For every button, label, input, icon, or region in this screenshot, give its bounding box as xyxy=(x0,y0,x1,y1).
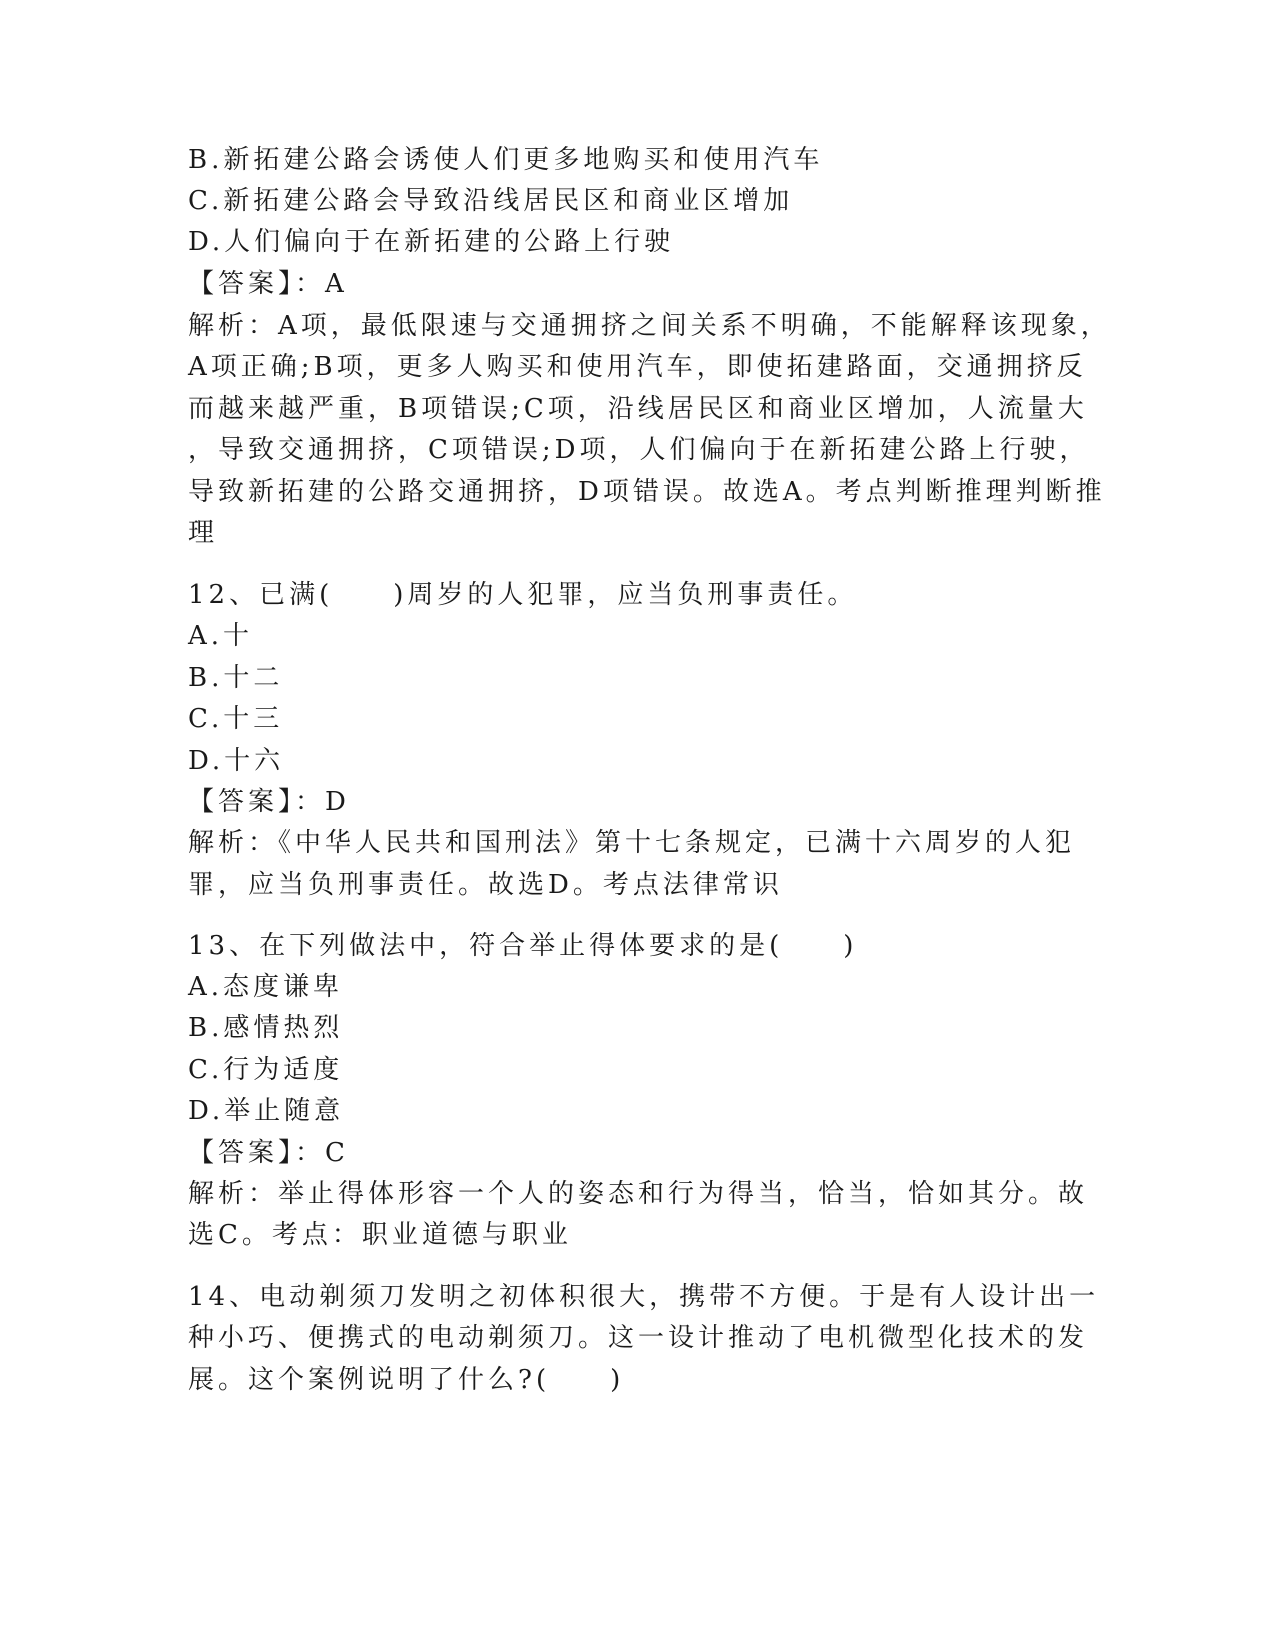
q12-option-b: B.十二 xyxy=(188,663,284,693)
q12-answer: 【答案】：D xyxy=(188,787,350,817)
q11-option-b: B.新拓建公路会诱使人们更多地购买和使用汽车 xyxy=(188,145,824,175)
q13-analysis-line: 解析：举止得体形容一个人的姿态和行为得当，恰当，恰如其分。故 xyxy=(188,1179,1089,1209)
q13-option-d: D.举止随意 xyxy=(188,1096,345,1126)
q14-question-line: 种小巧、便携式的电动剃须刀。这一设计推动了电机微型化技术的发 xyxy=(188,1323,1089,1353)
q12-option-c: C.十三 xyxy=(188,704,284,734)
q13-option-b: B.感情热烈 xyxy=(188,1013,344,1043)
q11-analysis-line: A项正确;B项，更多人购买和使用汽车，即使拓建路面，交通拥挤反 xyxy=(188,352,1087,382)
q13-question: 13、在下列做法中，符合举止得体要求的是( ) xyxy=(188,931,858,961)
q12-question: 12、已满( )周岁的人犯罪，应当负刑事责任。 xyxy=(188,580,858,610)
q12-analysis-line: 罪，应当负刑事责任。故选D。考点法律常识 xyxy=(188,870,783,900)
q13-option-c: C.行为适度 xyxy=(188,1055,344,1085)
q13-answer: 【答案】：C xyxy=(188,1138,349,1168)
q11-option-d: D.人们偏向于在新拓建的公路上行驶 xyxy=(188,227,675,257)
q12-option-a: A.十 xyxy=(188,621,254,651)
q11-analysis-line: 导致新拓建的公路交通拥挤，D项错误。故选A。考点判断推理判断推 xyxy=(188,477,1106,507)
q11-analysis-line: 理 xyxy=(188,518,219,548)
q13-analysis-line: 选C。考点：职业道德与职业 xyxy=(188,1220,572,1250)
q11-analysis-line: 解析：A项，最低限速与交通拥挤之间关系不明确，不能解释该现象， xyxy=(188,311,1111,341)
q12-analysis-line: 解析：《中华人民共和国刑法》第十七条规定，已满十六周岁的人犯 xyxy=(188,828,1076,858)
q11-analysis-line: 而越来越严重，B项错误;C项，沿线居民区和商业区增加，人流量大 xyxy=(188,394,1088,424)
q11-analysis-line: ，导致交通拥挤，C项错误;D项，人们偏向于在新拓建公路上行驶， xyxy=(188,435,1090,465)
q12-option-d: D.十六 xyxy=(188,746,285,776)
q11-option-c: C.新拓建公路会导致沿线居民区和商业区增加 xyxy=(188,186,794,216)
q11-answer: 【答案】：A xyxy=(188,269,348,299)
q14-question-line: 展。这个案例说明了什么?( ) xyxy=(188,1365,625,1395)
q13-option-a: A.态度谦卑 xyxy=(188,972,344,1002)
q14-question-line: 14、电动剃须刀发明之初体积很大，携带不方便。于是有人设计出一 xyxy=(188,1282,1100,1312)
